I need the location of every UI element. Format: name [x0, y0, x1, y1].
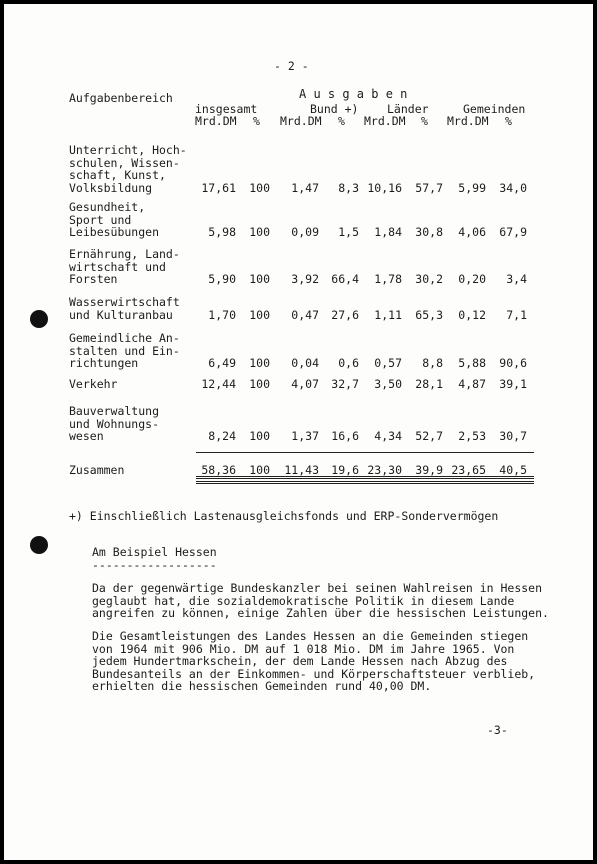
row-value: 100	[249, 356, 270, 370]
row-value: 28,1	[415, 377, 443, 391]
row-label: Bauverwaltung und Wohnungs- wesen	[69, 404, 160, 443]
row-value: 10,16	[367, 180, 402, 195]
row-value: 1,5	[338, 225, 359, 239]
row-value: 3,92	[291, 272, 319, 286]
row-value: 1,47	[291, 180, 319, 195]
row-value: 4,06	[458, 225, 486, 239]
row-value: 5,99	[458, 180, 486, 195]
row-value: 1,70	[208, 307, 236, 322]
row-value: 5,88	[458, 356, 486, 370]
header-laender: Länder	[387, 102, 429, 116]
row-value: 5,90	[208, 272, 236, 286]
row-value: 1,11	[374, 307, 402, 322]
row-value: 100	[249, 180, 270, 195]
row-value: 12,44	[201, 377, 236, 391]
row-value: 67,9	[499, 225, 527, 239]
row-value: 66,4	[331, 272, 359, 286]
row-value: 57,7	[415, 180, 443, 195]
row-label: Verkehr	[69, 377, 118, 391]
row-value: 30,2	[415, 272, 443, 286]
row-value: 1,37	[291, 429, 319, 443]
row-value: 0,57	[374, 356, 402, 370]
row-value: 3,4	[506, 272, 527, 286]
row-label: Gemeindliche An- stalten und Ein- richtungen	[69, 331, 180, 370]
row-value: 40,5	[499, 463, 527, 477]
row-value: 7,1	[506, 307, 527, 322]
row-label: Zusammen	[69, 463, 125, 477]
document-page	[4, 4, 593, 860]
pct-total: %	[253, 114, 260, 128]
row-value: 16,6	[331, 429, 359, 443]
row-value: 100	[249, 377, 270, 391]
page-number: - 2 -	[274, 59, 309, 73]
row-value: 30,7	[499, 429, 527, 443]
row-value: 0,12	[458, 307, 486, 322]
row-label: Wasserwirtschaft und Kulturanbau	[69, 295, 180, 322]
row-value: 8,8	[422, 356, 443, 370]
row-label: Unterricht, Hoch- schulen, Wissen- schaft, Kunst, Volksbildung	[69, 143, 187, 195]
paragraph-2: Die Gesamtleistungen des Landes Hessen an die Gemeinden stiegen von 1964 mit 906 Mio. DM auf 1 018 Mio. DM im Jahre 1965. Von jedem Hundertmarkschein, der dem Lande Hessen nach Abzug des Bundesanteils an der Einkommen- und Körperschaftsteuer verblieb, erhielten die hessischen Gemeinden rund 40,00 DM.	[92, 629, 536, 693]
row-value: 100	[249, 225, 270, 239]
sum-rule	[196, 452, 534, 453]
row-value: 52,7	[415, 429, 443, 443]
row-value: 100	[249, 307, 270, 322]
header-total: insgesamt	[195, 102, 258, 116]
row-value: 3,50	[374, 377, 402, 391]
pct-laender: %	[421, 114, 428, 128]
paragraph-1: Da der gegenwärtige Bundeskanzler bei seinen Wahlreisen in Hessen geglaubt hat, die sozialdemokratische Politik in diesem Lande angreifen zu können, einige Zahlen über die hessischen Leistungen.	[92, 581, 549, 620]
row-value: 4,34	[374, 429, 402, 443]
row-value: 34,0	[499, 180, 527, 195]
row-value: 1,84	[374, 225, 402, 239]
pct-gemeinden: %	[505, 114, 512, 128]
row-value: 39,1	[499, 377, 527, 391]
footnote: +) Einschließlich Lastenausgleichsfonds und ERP-Sondervermögen	[69, 509, 499, 523]
row-value: 4,07	[291, 377, 319, 391]
row-value: 8,3	[338, 180, 359, 195]
unit-bund: Mrd.DM	[280, 114, 322, 128]
row-label: Gesundheit, Sport und Leibesübungen	[69, 200, 160, 239]
row-value: 23,65	[451, 463, 486, 477]
punch-hole-top	[30, 310, 48, 328]
row-value: 0,09	[291, 225, 319, 239]
row-value: 5,98	[208, 225, 236, 239]
row-value: 2,53	[458, 429, 486, 443]
row-value: 30,8	[415, 225, 443, 239]
pct-bund: %	[338, 114, 345, 128]
row-value: 0,6	[338, 356, 359, 370]
section-title: Am Beispiel Hessen	[92, 545, 217, 559]
next-page-marker: -3-	[487, 723, 508, 737]
row-value: 19,6	[331, 463, 359, 477]
row-value: 100	[249, 463, 270, 477]
unit-laender: Mrd.DM	[364, 114, 406, 128]
row-value: 27,6	[331, 307, 359, 322]
unit-total: Mrd.DM	[195, 114, 237, 128]
row-value: 32,7	[331, 377, 359, 391]
row-value: 0,04	[291, 356, 319, 370]
row-value: 39,9	[415, 463, 443, 477]
header-group: A u s g a b e n	[299, 87, 408, 101]
row-value: 6,49	[208, 356, 236, 370]
row-value: 58,36	[201, 463, 236, 477]
row-value: 11,43	[284, 463, 319, 477]
total-double-rule-2	[196, 481, 534, 484]
total-double-rule-1	[196, 476, 534, 479]
unit-gemeinden: Mrd.DM	[447, 114, 489, 128]
row-value: 4,87	[458, 377, 486, 391]
row-value: 1,78	[374, 272, 402, 286]
header-bund: Bund +)	[310, 102, 359, 116]
punch-hole-bottom	[30, 536, 48, 554]
row-value: 0,47	[291, 307, 319, 322]
section-underline: ------------------	[92, 558, 217, 572]
row-value: 8,24	[208, 429, 236, 443]
row-value: 23,30	[367, 463, 402, 477]
row-value: 100	[249, 429, 270, 443]
row-value: 90,6	[499, 356, 527, 370]
row-value: 17,61	[201, 180, 236, 195]
header-area: Aufgabenbereich	[69, 91, 173, 105]
row-value: 0,20	[458, 272, 486, 286]
row-value: 100	[249, 272, 270, 286]
header-gemeinden: Gemeinden	[463, 102, 526, 116]
row-label: Ernährung, Land- wirtschaft und Forsten	[69, 247, 180, 286]
row-value: 65,3	[415, 307, 443, 322]
